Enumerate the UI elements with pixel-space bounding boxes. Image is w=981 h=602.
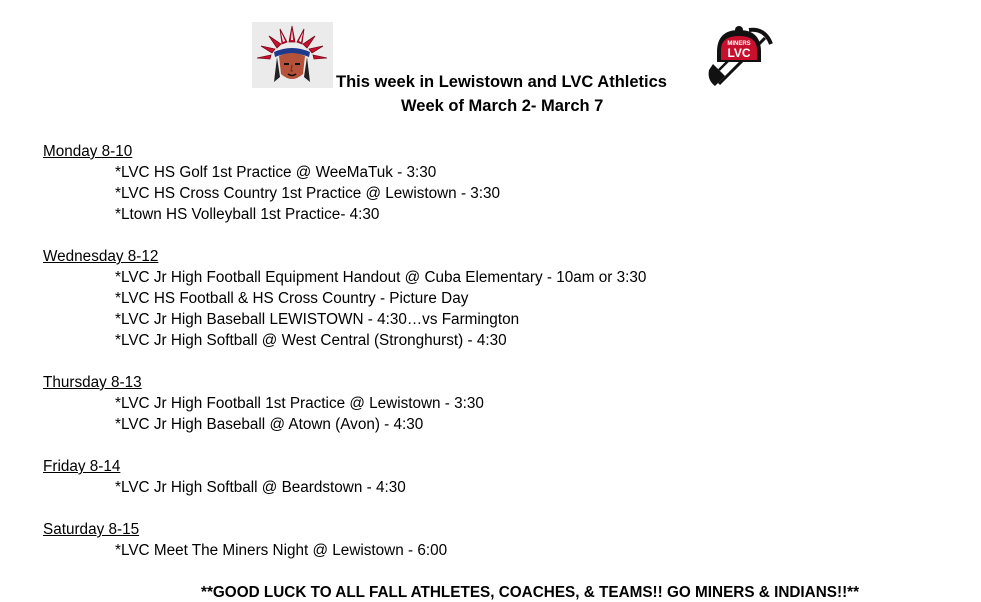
day-heading: Saturday 8-15 [43,521,140,538]
footer-message: **GOOD LUCK TO ALL FALL ATHLETES, COACHES, & TEAMS!! GO MINERS & INDIANS!!** [201,584,860,601]
day-heading: Thursday 8-13 [43,374,142,391]
schedule [43,141,646,582]
event-item: *LVC Jr High Softball @ West Central (Stronghurst) - 4:30 [115,332,507,349]
event-item: *LVC HS Football & HS Cross Country - Picture Day [115,290,469,307]
event-item: *LVC HS Cross Country 1st Practice @ Lewistown - 3:30 [115,185,501,202]
day-heading: Wednesday 8-12 [43,248,159,265]
event-item: *Ltown HS Volleyball 1st Practice- 4:30 [115,206,380,223]
event-item: *LVC Jr High Baseball LEWISTOWN - 4:30…vs Farmington [115,311,520,328]
week-subtitle: Week of March 2- March 7 [401,97,604,115]
day-block-thursday [43,372,646,435]
indian-headdress-logo-icon [252,22,333,88]
event-item: *LVC Jr High Softball @ Beardstown - 4:30 [115,479,406,496]
event-item: *LVC HS Golf 1st Practice @ WeeMaTuk - 3:30 [115,164,437,181]
event-item: *LVC Jr High Baseball @ Atown (Avon) - 4:30 [115,416,424,433]
svg-text:LVC: LVC [727,46,751,60]
svg-text:MINERS: MINERS [727,41,751,47]
day-heading: Monday 8-10 [43,143,133,160]
day-block-saturday [43,519,646,561]
miners-lvc-logo-icon [705,24,773,88]
day-block-monday [43,141,646,225]
page-title: This week in Lewistown and LVC Athletics [336,73,667,91]
event-item: *LVC Meet The Miners Night @ Lewistown - 6:00 [115,542,448,559]
day-block-wednesday [43,246,646,351]
day-heading: Friday 8-14 [43,458,121,475]
day-block-friday [43,456,646,498]
event-item: *LVC Jr High Football 1st Practice @ Lewistown - 3:30 [115,395,484,412]
event-item: *LVC Jr High Football Equipment Handout @ Cuba Elementary - 10am or 3:30 [115,269,647,286]
